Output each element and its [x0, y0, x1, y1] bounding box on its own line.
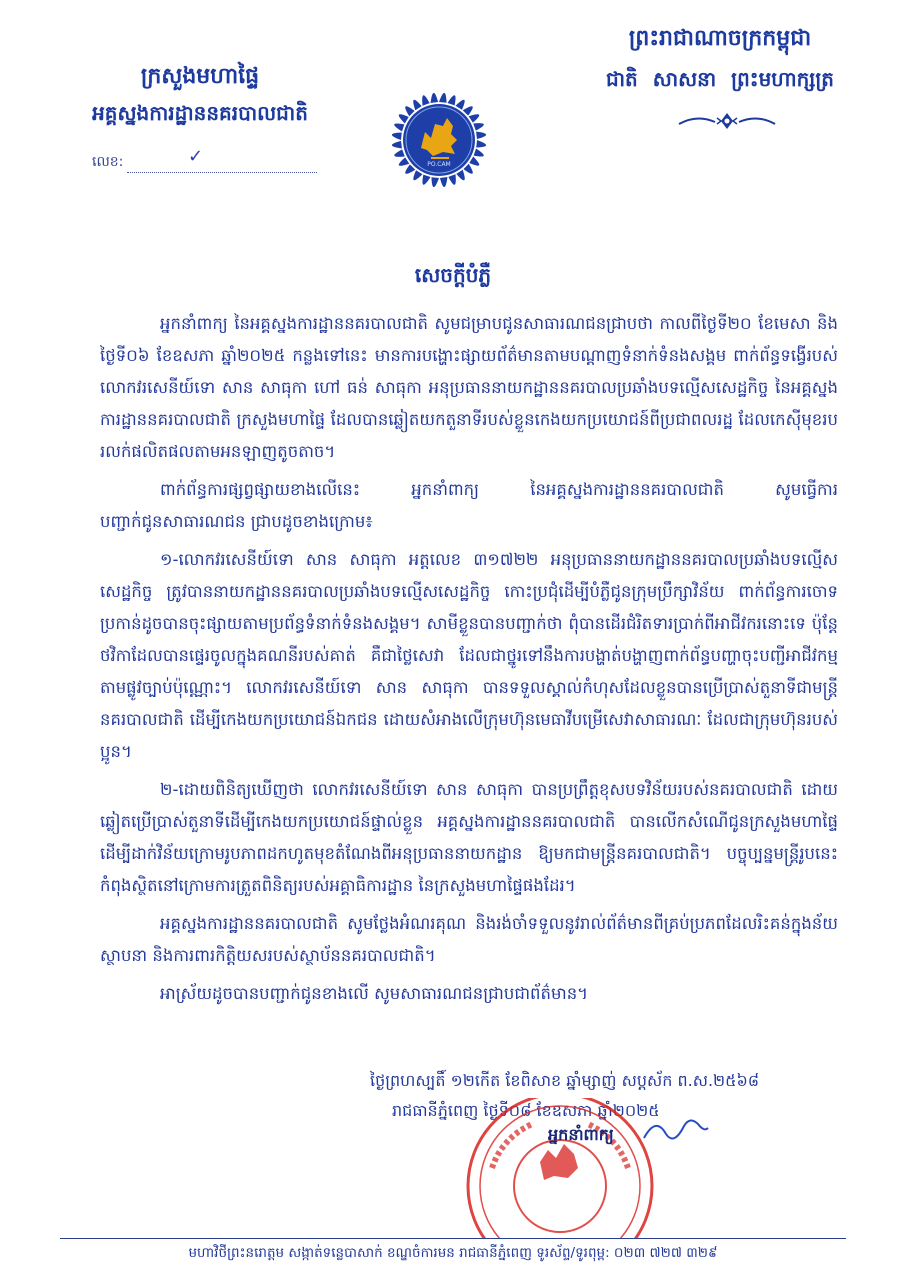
issuer-header [60, 62, 340, 130]
signatory-title: អ្នកនាំពាក្យ [548, 1125, 614, 1144]
body-paragraph: អាស្រ័យដូចបានបញ្ជាក់ជូនខាងលើ សូមសាធារណជនជ្រាបជាព័ត៌មាន។ [160, 984, 589, 1003]
ornament-divider-icon [677, 110, 777, 132]
ministry-name: ក្រសួងមហាផ្ទៃ [140, 64, 260, 89]
kingdom-name: ព្រះរាជាណាចក្រកម្ពុជា [628, 26, 812, 51]
document-body [100, 308, 838, 1016]
kingdom-header [585, 24, 855, 96]
body-paragraph: ២-ដោយពិនិត្យឃើញថា លោកវរសេនីយ៍ទោ សាន សាធុកា បានប្រព្រឹត្តខុសបទវិន័យរបស់នគរបាលជាតិ ដោយឆ្លៀតប្រើប្រាស់តួនាទីដើម្បីកេងយកប្រយោជន៍ផ្ទាល់ខ្លួន អគ្គស្នងការដ្ឋាននគរបាលជាតិ បានលើកសំណើជូនក្រសួងមហាផ្ទៃ ដើម្បីដាក់វិន័យក្រោមរូបភាពដកហូតមុខតំណែងពីអនុប្រធាននាយកដ្ឋាន ឱ្យមកជាមន្ត្រីនគរបាលជាតិ។ បច្ចុប្បន្នមន្ត្រីរូបនេះកំពុងស្ថិតនៅក្រោមការត្រួតពិនិត្យរបស់អគ្គាធិការដ្ឋាន នៃក្រសួងមហាផ្ទៃផងដែរ។ [100, 780, 838, 895]
lunar-date: ថ្ងៃព្រហស្បតិ៍ ១២កើត ខែពិសាខ ឆ្នាំម្សាញ់ សប្តស័ក ព.ស.២៥៦៨ [370, 1071, 760, 1090]
official-seal-stamp [462, 1098, 658, 1238]
body-paragraph: អ្នកនាំពាក្យ នៃអគ្គស្នងការដ្ឋាននគរបាលជាតិ សូមជម្រាបជូនសាធារណជនជ្រាបថា កាលពីថ្ងៃទី២០ ខែមេសា និងថ្ងៃទី០៦ ខែឧសភា ឆ្នាំ២០២៥ កន្លងទៅនេះ មានការបង្ហោះផ្សាយព័ត៌មានតាមបណ្តាញទំនាក់ទំនងសង្គម ពាក់ព័ន្ធទង្វើរបស់លោកវរសេនីយ៍ទោ សាន សាធុកា ហៅ ធន់ សាធុកា អនុប្រធាននាយកដ្ឋាននគរបាលប្រឆាំងបទល្មើសសេដ្ឋកិច្ច នៃអគ្គស្នងការដ្ឋាននគរបាលជាតិ ក្រសួងមហាផ្ទៃ ដែលបានឆ្លៀតយកតួនាទីរបស់ខ្លួនកេងយកប្រយោជន៍ពីប្រជាពលរដ្ឋ ដែលកេស៊ីមុខរបរលក់ផលិតផលតាមអនឡាញតូចតាច។ [100, 314, 838, 461]
body-paragraph: អគ្គស្នងការដ្ឋាននគរបាលជាតិ សូមថ្លែងអំណរគុណ និងរង់ចាំទទួលនូវរាល់ព័ត៌មានពីគ្រប់ប្រភពដែលរិះគន់ក្នុងន័យស្ថាបនា និងការពារកិត្តិយសរបស់ស្ថាប័ននគរបាលជាតិ។ [100, 914, 838, 965]
signature-mark [640, 1110, 710, 1150]
document-title: សេចក្តីបំភ្លឺ [414, 263, 492, 287]
department-name: អគ្គស្នងការដ្ឋាននគរបាលជាតិ [92, 101, 308, 125]
check-mark-icon: ✓ [188, 146, 204, 167]
footer-divider [60, 1238, 846, 1239]
national-motto: ជាតិ សាសនា ព្រះមហាក្សត្រ [606, 67, 834, 91]
police-emblem-logo [381, 82, 497, 198]
footer-address: មហាវិថីព្រះនរោត្តម សង្កាត់ទន្លេបាសាក់ ខណ្ឌចំការមន រាជធានីភ្នំពេញ ទូរស័ព្ទ/ទូរពុម្ព: ០២៣ ៧២៧ ៣២៩ [188, 1245, 718, 1261]
body-paragraph: ពាក់ព័ន្ធការផ្សព្វផ្សាយខាងលើនេះ អ្នកនាំពាក្យ នៃអគ្គស្នងការដ្ឋាននគរបាលជាតិ សូមធ្វើការបញ្ជាក់ជូនសាធារណជន ជ្រាបដូចខាងក្រោម៖ [100, 480, 838, 531]
logo-text: PO.CAM [427, 161, 451, 168]
solar-date: រាជធានីភ្នំពេញ ថ្ងៃទី០៨ ខែឧសភា ឆ្នាំ២០២៥ [392, 1101, 660, 1120]
reference-dots [127, 158, 317, 173]
body-paragraph: ១-លោកវរសេនីយ៍ទោ សាន សាធុកា អត្តលេខ ៣១៧២២ អនុប្រធាននាយកដ្ឋាននគរបាលប្រឆាំងបទល្មើសសេដ្ឋកិច្ច ត្រូវបាននាយកដ្ឋាននគរបាលប្រឆាំងបទល្មើសសេដ្ឋកិច្ច កោះប្រជុំដើម្បីបំភ្លឺជូនក្រុមប្រឹក្សាវិន័យ ពាក់ព័ន្ធការចោទប្រកាន់ដូចបានចុះផ្សាយតាមប្រព័ន្ធទំនាក់ទំនងសង្គម។ សាមីខ្លួនបានបញ្ជាក់ថា ពុំបានដើរជំរិតទារប្រាក់ពីអាជីវករនោះទេ ប៉ុន្តែថវិកាដែលបានផ្ទេរចូលក្នុងគណនីរបស់គាត់ គឺជាថ្លៃសេវា ដែលជាថ្នូរទៅនឹងការបង្ហាត់បង្ហាញពាក់ព័ន្ធបញ្ហាចុះបញ្ជីអាជីវកម្មតាមផ្លូវច្បាប់ប៉ុណ្ណោះ។ លោកវរសេនីយ៍ទោ សាន សាធុកា បានទទួលស្គាល់កំហុសដែលខ្លួនបានប្រើប្រាស់តួនាទីជាមន្ត្រីនគរបាលជាតិ ដើម្បីកេងយកប្រយោជន៍ឯកជន ដោយសំអាងលើក្រុមហ៊ុនមេធាវីបម្រើសេវាសាធារណៈ ដែលជាក្រុមហ៊ុនរបស់ប្អូន។ [100, 550, 838, 761]
reference-label: លេខ: [92, 154, 124, 170]
reference-number-line [92, 146, 317, 173]
